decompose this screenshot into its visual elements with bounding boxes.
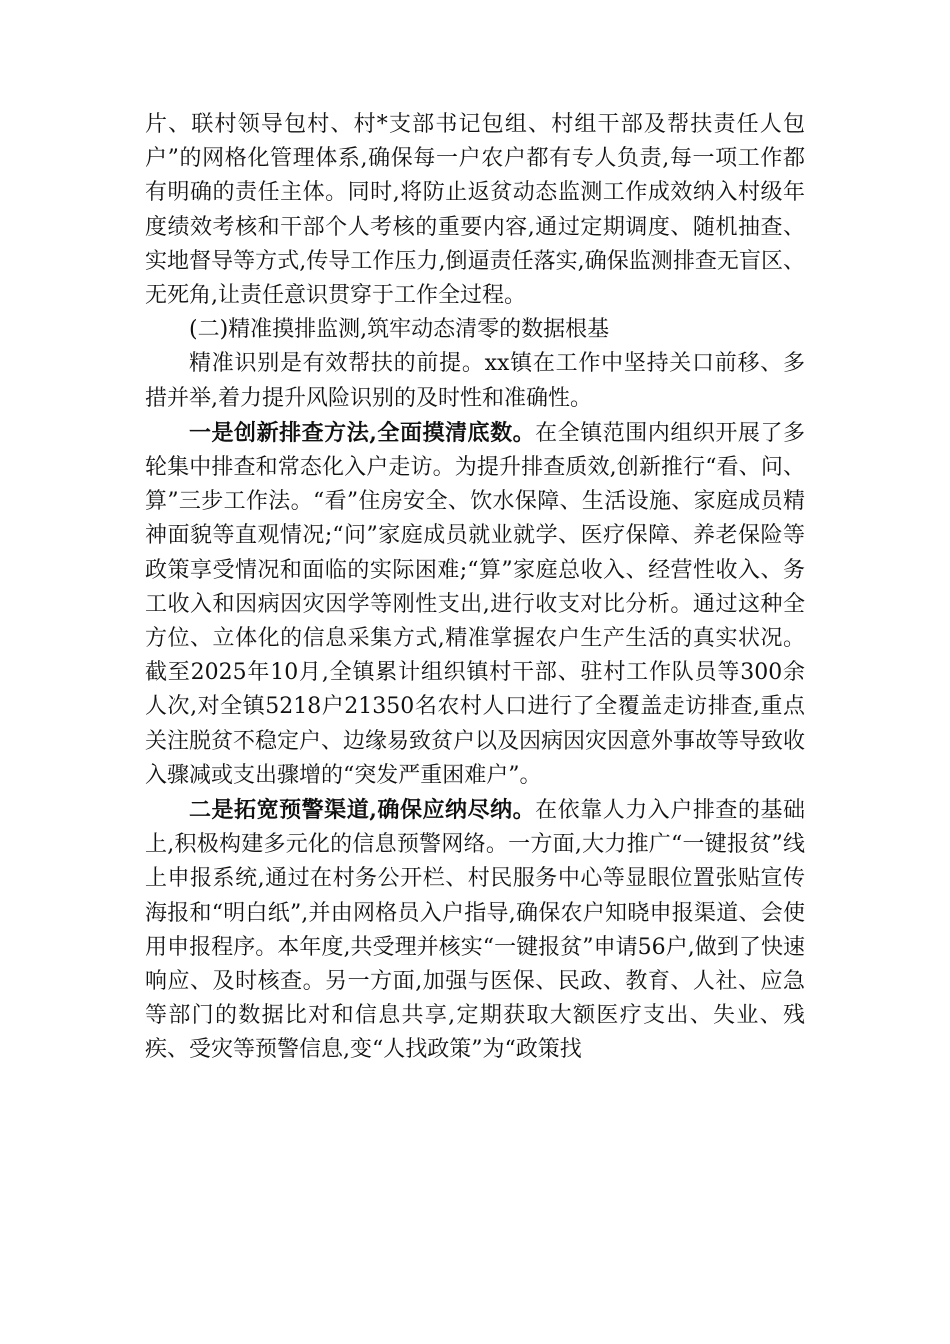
section-heading: (二)精准摸排监测,筑牢动态清零的数据根基 [189, 317, 610, 343]
paragraph-intro: 精准识别是有效帮扶的前提。xx镇在工作中坚持关口前移、多措并举,着力提升风险识别的及时性和准确性。 [145, 351, 805, 411]
paragraph-lead-bold: 二是拓宽预警渠道,确保应纳尽纳。 [189, 797, 536, 824]
paragraph-body: 在全镇范围内组织开展了多轮集中排查和常态化入户走访。为提升排查质效,创新推行“看、问、算”三步工作法。“看”住房安全、饮水保障、生活设施、家庭成员精神面貌等直观情况;“问”家庭成员就业就学、医疗保障、养老保险等政策享受情况和面临的实际困难;“算”家庭总收入、经营性收入、务工收入和因病因灾因学等刚性支出,进行收支对比分析。通过这种全方位、立体化的信息采集方式,精准掌握农户生产生活的真实状况。截至2025年10月,全镇累计组织镇村干部、驻村工作队员等300余人次,对全镇5218户21350名农村人口进行了全覆盖走访排查,重点关注脱贫不稳定户、边缘易致贫户以及因病因灾因意外事故等导致收入骤减或支出骤增的“突发严重困难户”。 [145, 420, 806, 788]
document-page [145, 108, 805, 1068]
paragraph-lead-bold: 一是创新排查方法,全面摸清底数。 [189, 419, 536, 446]
paragraph-body: 在依靠人力入户排查的基础上,积极构建多元化的信息预警网络。一方面,大力推广“一键报贫”线上申报系统,通过在村务公开栏、村民服务中心等显眼位置张贴宣传海报和“明白纸”,并由网格员入户指导,确保农户知晓申报渠道、会使用申报程序。本年度,共受理并核实“一键报贫”申请56户,做到了快速响应、及时核查。另一方面,加强与医保、民政、教育、人社、应急等部门的数据比对和信息共享,定期获取大额医疗支出、失业、残疾、受灾等预警信息,变“人找政策”为“政策找 [145, 798, 805, 1063]
paragraph-channels [145, 793, 805, 1068]
paragraph-continued: 片、联村领导包村、村*支部书记包组、村组干部及帮扶责任人包户”的网格化管理体系,确保每一户农户都有专人负责,每一项工作都有明确的责任主体。同时,将防止返贫动态监测工作成效纳入村级年度绩效考核和干部个人考核的重要内容,通过定期调度、随机抽查、实地督导等方式,传导工作压力,倒逼责任落实,确保监测排查无盲区、无死角,让责任意识贯穿于工作全过程。 [145, 112, 805, 309]
paragraph-method [145, 416, 805, 793]
